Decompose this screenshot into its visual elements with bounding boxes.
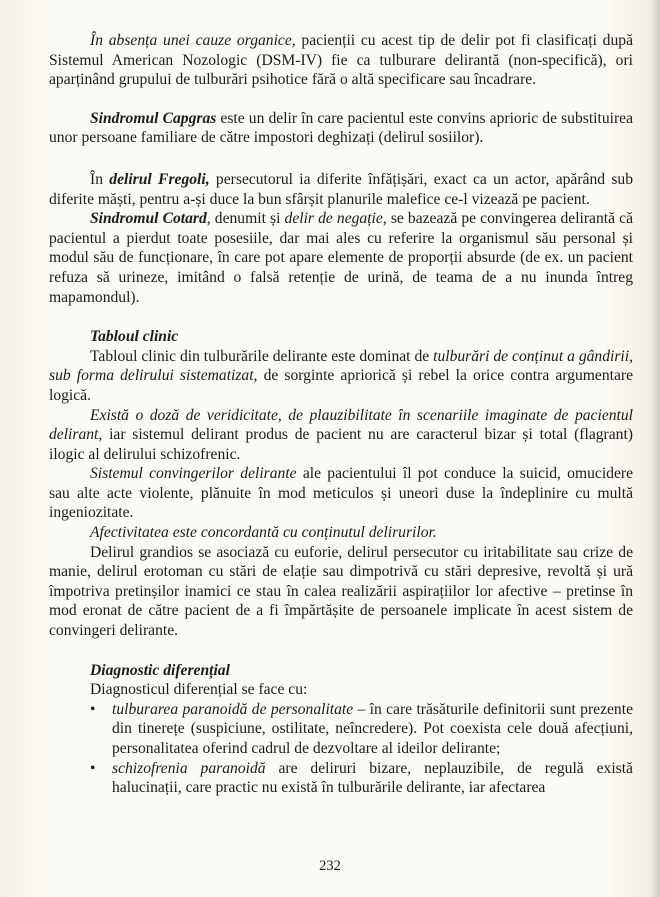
paragraph-delusional-system: Sistemul convingerilor delirante ale pacientului îl pot conduce la suicid, omucidere sau alte acte violente, plănuite în mod meticulos și uneori duse la îndeplinire cu multă ingeniozitate. <box>49 465 633 522</box>
paragraph-cotard: Sindromul Cotard, denumit și delir de negație, se bazează pe convingerea delirantă că pacientul a pierdut toate posesiile, dar mai ales cu referire la organismul său personal și modul său de funcționare, în care pot apare elemente de proporții absurde (de ex. un pacient refuza să urineze, imitând o falsă retenție de urină, de teama de a nu inunda întreg mapamondul). <box>49 210 633 306</box>
page-body <box>49 31 633 798</box>
heading-diagnostic-diferential: Diagnostic diferențial <box>90 661 230 679</box>
bullet-icon: • <box>90 759 96 777</box>
list-item: • schizofrenia paranoidă are deliruri bizare, neplauzibile, de regulă există halucinații, care practic nu există în tulburările delirante, iar afectarea <box>90 759 633 797</box>
paragraph-capgras: Sindromul Capgras este un delir în care pacientul este convins aprioric de substituirea unor persoane familiare de către impostori deghizați (delirul sosiilor). <box>49 109 633 147</box>
page-number: 232 <box>319 858 341 874</box>
paragraph-affectivity: Afectivitatea este concordantă cu conținutul delirurilor. <box>90 524 437 542</box>
page-edge-shadow <box>650 0 660 897</box>
paragraph-dsm-classification: În absența unei cauze organice, pacienții cu acest tip de delir pot fi clasificați după Sistemul American Nozologic (DSM-IV) fie ca tulburare delirantă (non-specifică), ori aparținând grupului de tulburări psihotice fără o altă specificare sau încadrare. <box>49 32 633 89</box>
paragraph-delusion-types: Delirul grandios se asociază cu euforie, delirul persecutor cu iritabilitate sau crize de manie, delirul erotoman cu stări de elație sau dimpotrivă cu stări depresive, revoltă și ură împotriva pretinșilor inamici ce stau în calea realizării aspirațiilor lor afective – pretinse în mod eronat de către pacient de a fi împărtășite de persoanele implicate în acest sistem de convingeri delirante. <box>49 543 633 640</box>
paragraph-fregoli: În delirul Fregoli, persecutorul ia diferite înfățișări, exact ca un actor, apărând sub diferite măști, pentru a-și duce la bun sfârșit planurile malefice ce-l vizează pe pacient. <box>49 170 634 208</box>
paragraph-veridicity: Există o doză de veridicitate, de plauzibilitate în scenariile imaginate de pacientul delirant, iar sistemul delirant produs de pacient nu are caracterul bizar și total (flagrant) ilogic al delirului schizofrenic. <box>49 406 633 463</box>
differential-list <box>49 700 633 798</box>
paragraph-clinical-picture: Tabloul clinic din tulburările delirante este dominat de tulburări de conținut a gândirii, sub forma delirului sistematizat, de sorginte apriorică și rebel la orice contra argumentare logică. <box>49 347 633 404</box>
list-item: • tulburarea paranoidă de personalitate – în care trăsăturile definitorii sunt prezente din tinerețe (suspiciune, ostilitate, neîncredere). Pot coexista cele două afecțiuni, personalitatea oferind cadrul de dezvoltare al ideilor delirante; <box>90 700 633 757</box>
bullet-icon: • <box>90 700 96 718</box>
heading-tabloul-clinic: Tabloul clinic <box>90 328 179 346</box>
paragraph-differential-intro: Diagnosticul diferențial se face cu: <box>90 681 308 699</box>
